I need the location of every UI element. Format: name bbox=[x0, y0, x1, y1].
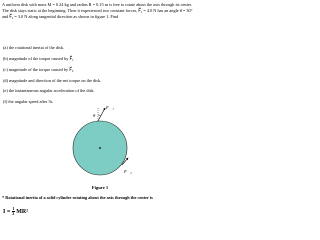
question-d: (d) magnitude and direction of the net torque on the disk. bbox=[3, 78, 102, 83]
angle-label: θ bbox=[93, 113, 96, 118]
figure-caption: Figure 1 bbox=[91, 185, 109, 190]
formula-numerator: 1 bbox=[12, 206, 15, 211]
question-e: (e) the instantaneous angular acceleration of the disk. bbox=[3, 88, 95, 93]
problem-intro: A uniform disk with mass M = 0.24 kg and radius R = 0.15 m is free to rotate about the axis through its center. The disk stays static at the beginning. Then it experienced two constant forces, F⃗₁ = 4.0 N has an angle θ = 30° and F⃗₂ = 3.0 N along tangential direction as shown in figure 1. Find bbox=[2, 2, 193, 20]
force1-vector bbox=[98, 108, 105, 121]
figure-1-diagram bbox=[60, 103, 140, 183]
inertia-note: * Rotational inertia of a solid cylinder rotating about the axis through the center is bbox=[2, 195, 153, 200]
question-a: (a) the rotational inertia of the disk. bbox=[3, 45, 64, 50]
question-b: (b) magnitude of the torque caused by F⃗₁. bbox=[3, 56, 75, 61]
formula-rhs: MR² bbox=[16, 208, 29, 215]
angle-arc bbox=[98, 115, 101, 116]
formula-denominator: 2 bbox=[12, 211, 15, 216]
formula-fraction bbox=[12, 207, 15, 216]
force2-label: F⃗₂ bbox=[124, 169, 132, 174]
inertia-formula bbox=[3, 207, 28, 216]
force1-label: F⃗₁ bbox=[106, 105, 114, 110]
question-f: (f) the angular speed after 5s. bbox=[3, 99, 54, 104]
formula-lhs: I = bbox=[3, 208, 12, 215]
disk-center bbox=[99, 147, 101, 149]
question-c: (c) magnitude of the torque caused by F⃗₂. bbox=[3, 67, 75, 72]
